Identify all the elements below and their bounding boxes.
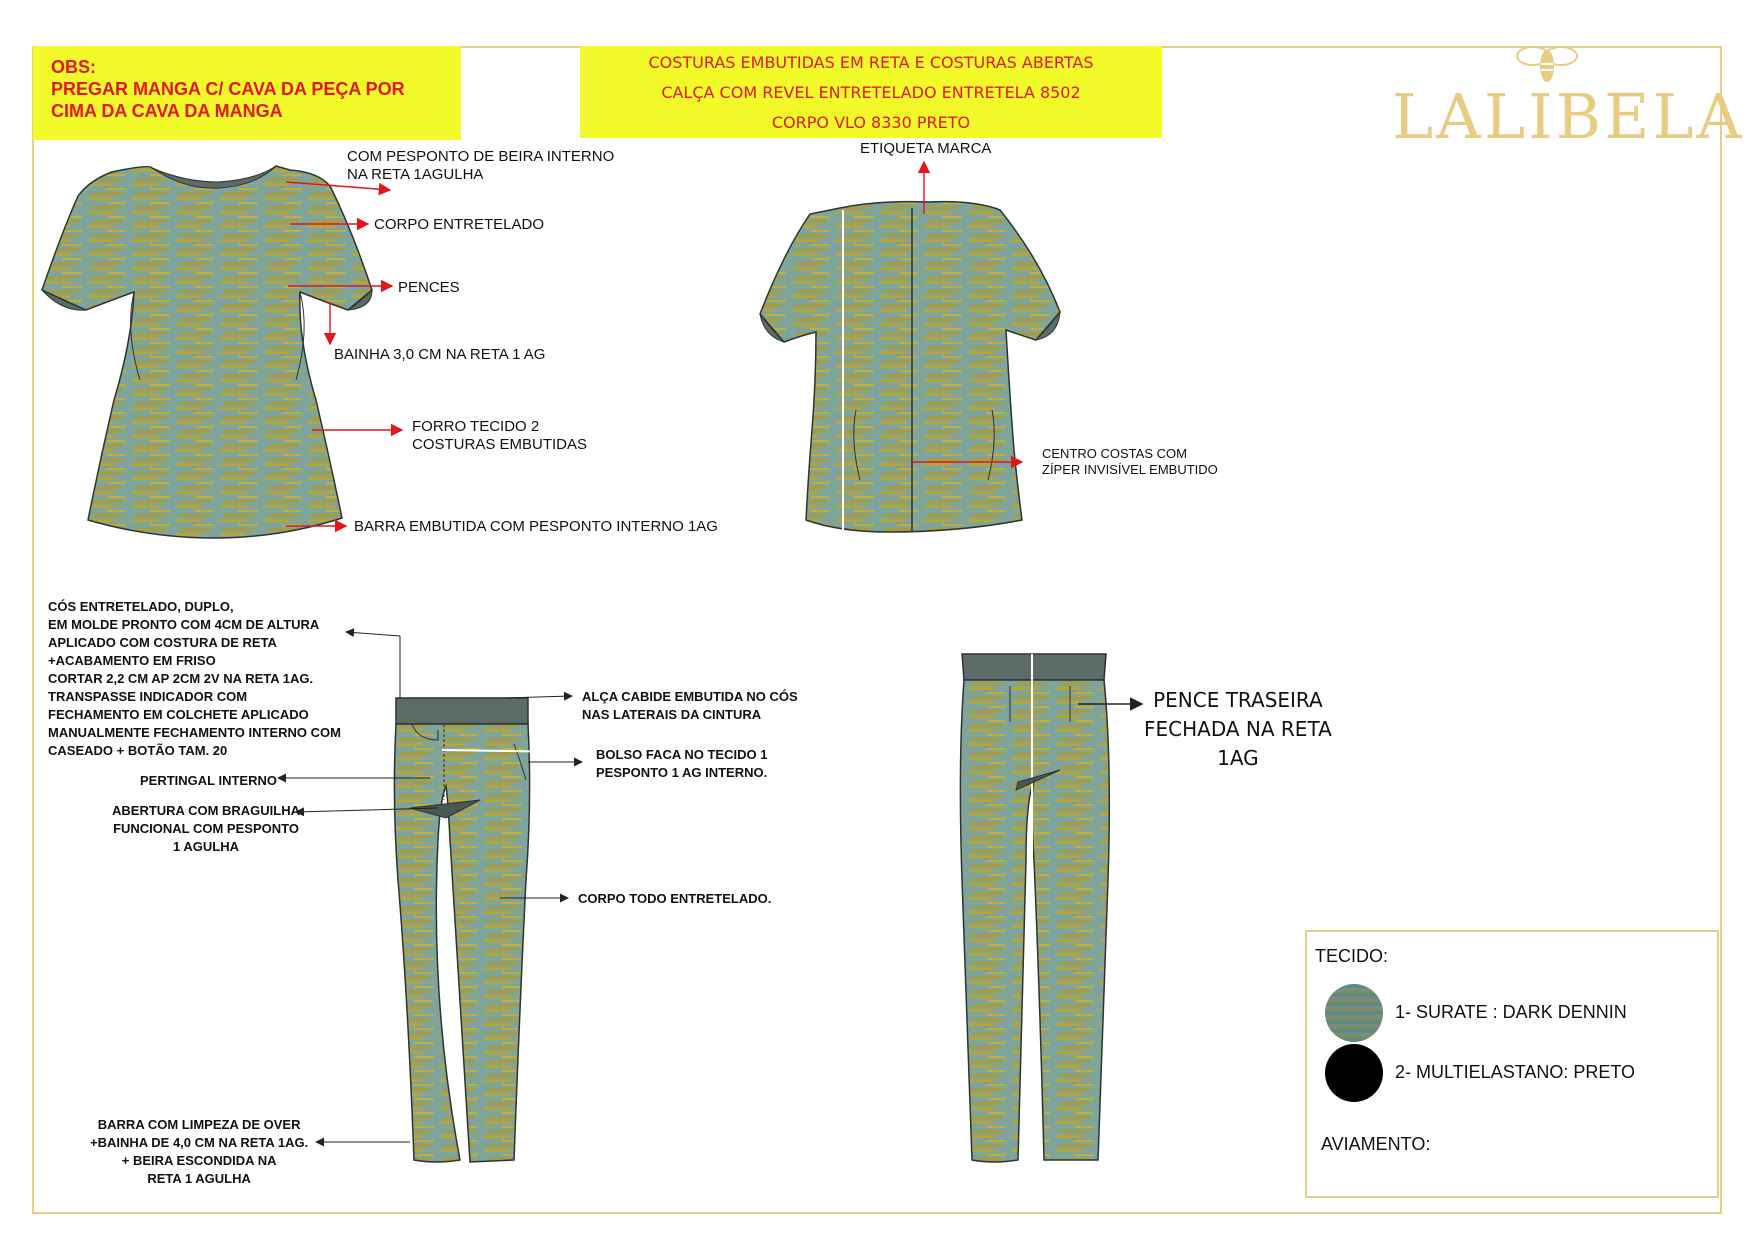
seam-note-line-1: COSTURAS EMBUTIDAS EM RETA E COSTURAS ABERTAS [648,53,1094,72]
pants-back [960,654,1109,1162]
pants-front [394,698,529,1162]
label-back-dart: PENCE TRASEIRA FECHADA NA RETA 1AG [1144,688,1332,770]
fabric-title: TECIDO: [1315,946,1389,966]
fabric-swatch-surate [1325,984,1383,1042]
label-fly-opening: ABERTURA COM BRAGUILHA FUNCIONAL COM PESPONTO 1 AGULHA [112,803,301,854]
label-body-interlined: CORPO TODO ENTRETELADO. [578,891,772,906]
fabric-swatch-black [1325,1044,1383,1102]
blouse-back [760,202,1060,532]
label-hem: BARRA EMBUTIDA COM PESPONTO INTERNO 1AG [354,518,718,535]
label-topstitch: COM PESPONTO DE BEIRA INTERNO NA RETA 1AGULHA [347,148,615,183]
obs-line-2: PREGAR MANGA C/ CAVA DA PEÇA POR [51,79,405,99]
fabric-2-label: 2- MULTIELASTANO: PRETO [1395,1062,1636,1082]
label-slant-pocket: BOLSO FACA NO TECIDO 1 PESPONTO 1 AG INTERNO. [596,747,768,780]
label-sleeve-hem: BAINHA 3,0 CM NA RETA 1 AG [334,346,546,363]
seam-note-line-2: CALÇA COM REVEL ENTRETELADO ENTRETELA 8502 [661,83,1081,102]
obs-line-3: CIMA DA CAVA DA MANGA [51,101,283,121]
label-interlined-body: CORPO ENTRETELADO [374,216,545,233]
brand-logo: LALIBELA [1392,80,1745,153]
label-invisible-zipper: CENTRO COSTAS COM ZÍPER INVISÍVEL EMBUTIDO [1042,446,1218,477]
obs-line-1: OBS: [51,57,96,77]
fabric-1-label: 1- SURATE : DARK DENNIN [1395,1002,1627,1022]
label-waistband: CÓS ENTRETELADO, DUPLO, EM MOLDE PRONTO COM 4CM DE ALTURA APLICADO COM COSTURA DE RETA +ACABAMENTO EM FRISO CORTAR 2,2 CM AP 2CM 2V NA RETA 1AG. TRANSPASSE INDICADOR COM FECHAMENTO EM COLCHETE APLICADO MANUALMENTE FECHAMENTO INTERNO COM CASEADO + BOTÃO TAM. 20 [48,599,341,758]
blouse-front [42,166,372,538]
label-darts: PENCES [398,279,460,296]
label-brand-tag: ETIQUETA MARCA [860,140,992,157]
label-lining: FORRO TECIDO 2 COSTURAS EMBUTIDAS [412,418,588,453]
label-hanger-loop: ALÇA CABIDE EMBUTIDA NO CÓS NAS LATERAIS DA CINTURA [582,689,798,722]
materials-legend [1305,930,1719,1198]
trims-title: AVIAMENTO: [1321,1134,1431,1154]
label-pants-hem: BARRA COM LIMPEZA DE OVER +BAINHA DE 4,0 CM NA RETA 1AG. + BEIRA ESCONDIDA NA RETA 1 AGULHA [90,1117,309,1186]
label-pertingal: PERTINGAL INTERNO [140,773,277,788]
seam-note-line-3: CORPO VLO 8330 PRETO [771,113,971,132]
